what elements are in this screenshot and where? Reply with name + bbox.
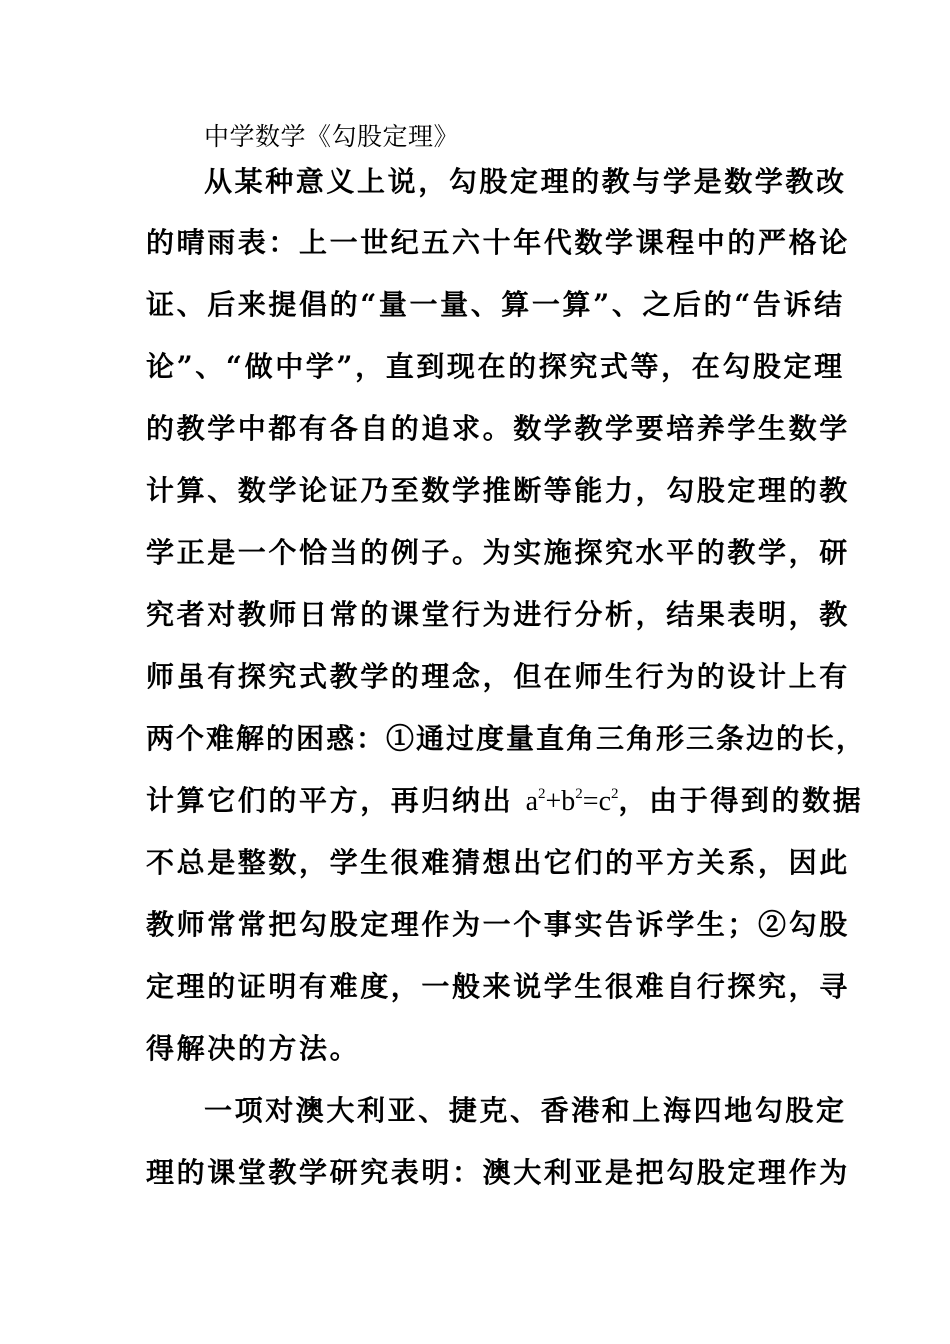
paragraph-2-line-2: 理的课堂教学研究表明：澳大利亚是把勾股定理作为	[146, 1156, 850, 1189]
paragraph-2-line-1: 一项对澳大利亚、捷克、香港和上海四地勾股定	[204, 1094, 847, 1127]
paragraph-1-line-1: 从某种意义上说，勾股定理的教与学是数学教改	[204, 165, 847, 198]
paragraph-1-line-12: 不总是整数，学生很难猜想出它们的平方关系，因此	[146, 846, 850, 879]
paragraph-1-line-13: 教师常常把勾股定理作为一个事实告诉学生；②勾股	[146, 908, 850, 941]
pythagorean-formula: $a^2+b^2=c^2$	[525, 786, 619, 817]
paragraph-1-line-4: 论”、“做中学”，直到现在的探究式等，在勾股定理	[146, 350, 845, 383]
paragraph-1-line-5: 的教学中都有各自的追求。数学教学要培养学生数学	[146, 412, 850, 445]
paragraph-1-line-15: 得解决的方法。	[146, 1032, 361, 1065]
paragraph-1-line-14: 定理的证明有难度，一般来说学生很难自行探究，寻	[146, 970, 850, 1003]
paragraph-1-line-8: 究者对教师日常的课堂行为进行分析，结果表明，教	[146, 598, 850, 631]
paragraph-1-line-2: 的晴雨表：上一世纪五六十年代数学课程中的严格论	[146, 226, 850, 259]
paragraph-1-line-6: 计算、数学论证乃至数学推断等能力，勾股定理的教	[146, 474, 850, 507]
document-title: 中学数学《勾股定理》	[204, 122, 460, 151]
paragraph-1-line-7: 学正是一个恰当的例子。为实施探究水平的教学，研	[146, 536, 850, 569]
paragraph-1-line-11	[146, 781, 863, 822]
paragraph-1-line-10: 两个难解的困惑：①通过度量直角三角形三条边的长，	[146, 722, 867, 755]
line-11-text-after: ，由于得到的数据	[618, 784, 864, 817]
paragraph-1-line-3: 证、后来提倡的“量一量、算一算”、之后的“告诉结	[146, 288, 845, 321]
paragraph-1-line-9: 师虽有探究式教学的理念，但在师生行为的设计上有	[146, 660, 850, 693]
line-11-text: 计算它们的平方，再归纳出	[146, 784, 514, 817]
